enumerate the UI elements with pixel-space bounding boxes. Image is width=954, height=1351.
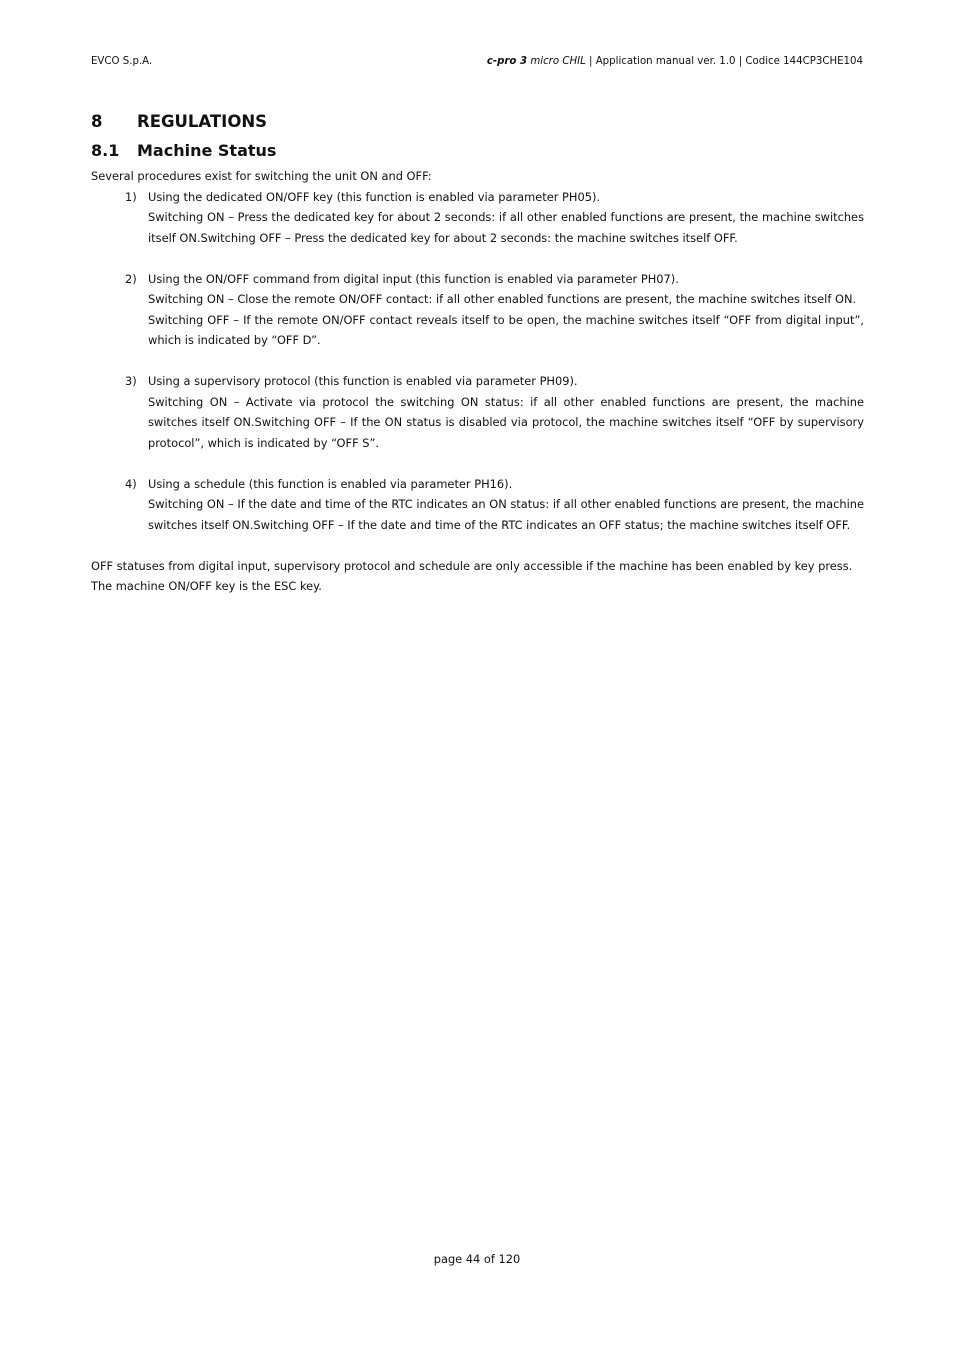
item-number: 4) (125, 476, 137, 491)
section-title: REGULATIONS (137, 112, 268, 131)
item-heading: Using a supervisory protocol (this function is enabled via parameter PH09). (148, 374, 578, 388)
item-description: Switching ON – Close the remote ON/OFF contact: if all other enabled functions are present, the machine switches itself ON. (148, 292, 857, 306)
list-item (91, 371, 864, 453)
subsection-heading (91, 141, 864, 163)
document-info (487, 56, 863, 67)
product-name-bold: c-pro 3 (486, 56, 528, 67)
list-item (91, 187, 864, 249)
section-heading (91, 112, 864, 134)
product-name-italic: micro CHIL (530, 56, 586, 67)
subsection-number: 8.1 (91, 141, 120, 160)
notes (91, 556, 864, 597)
page-number: page 44 of 120 (433, 1252, 521, 1266)
note-paragraph: OFF statuses from digital input, supervisory protocol and schedule are only accessible if the machine has been enabled by key press. (91, 558, 853, 573)
item-heading: Using the dedicated ON/OFF key (this function is enabled via parameter PH05). (148, 189, 601, 204)
procedure-list (91, 187, 864, 536)
manual-version: | Application manual ver. 1.0 | Codice 144CP3CHE104 (589, 56, 863, 67)
item-description: Switching OFF – If the remote ON/OFF contact reveals itself to be open, the machine switches itself “OFF from digital input”, which is indicated by “OFF D”. (148, 312, 864, 347)
page-content (91, 112, 864, 597)
product-name (487, 56, 586, 67)
item-number: 3) (125, 374, 137, 388)
list-item (91, 269, 864, 351)
item-description: Switching ON – Activate via protocol the switching ON status: if all other enabled functions are present, the machine switches itself ON.Switching OFF – If the ON status is disabled via protocol, the machine switches itself “OFF by supervisory protocol”, which is indicated by “OFF S”. (148, 394, 864, 450)
item-number: 1) (125, 189, 137, 204)
list-item (91, 474, 864, 536)
item-description: Switching ON – If the date and time of the RTC indicates an ON status: if all other enabled functions are present, the machine switches itself ON.Switching OFF – If the date and time of the RTC indicates an OFF status; the machine switches itself OFF. (148, 497, 864, 532)
item-heading: Using the ON/OFF command from digital input (this function is enabled via parameter PH07). (148, 271, 679, 286)
item-heading: Using a schedule (this function is enabled via parameter PH16). (148, 476, 513, 491)
item-description: Switching ON – Press the dedicated key for about 2 seconds: if all other enabled functions are present, the machine switches itself ON.Switching OFF – Press the dedicated key for about 2 seconds: the machine switches itself OFF. (148, 210, 864, 245)
company-name: EVCO S.p.A. (91, 56, 153, 67)
intro-paragraph: Several procedures exist for switching the unit ON and OFF: (91, 169, 432, 183)
note-paragraph: The machine ON/OFF key is the ESC key. (91, 579, 322, 593)
item-number: 2) (125, 271, 137, 286)
section-number: 8 (91, 112, 103, 131)
subsection-title: Machine Status (137, 141, 277, 160)
